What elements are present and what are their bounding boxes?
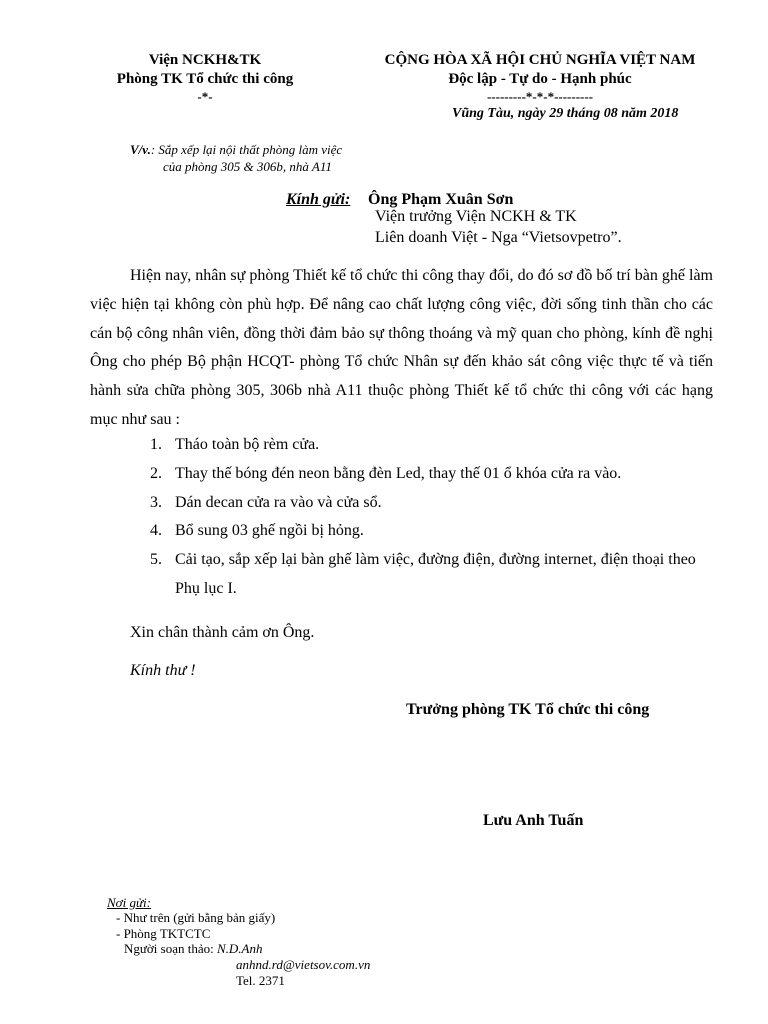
closing-line: Kính thư ! xyxy=(130,662,196,679)
recipient-title-2: Liên doanh Việt - Nga “Vietsovpetro”. xyxy=(375,229,622,246)
list-item-number: 3. xyxy=(150,493,162,511)
drafter-name: N.D.Anh xyxy=(217,941,263,956)
recipient-item-2: - Phòng TKTCTC xyxy=(116,926,211,941)
national-motto: Độc lập - Tự do - Hạnh phúc xyxy=(448,71,632,87)
list-item-text: Thay thế bóng đén neon bằng đèn Led, thay thế 01 ổ khóa cửa ra vào. xyxy=(175,464,622,482)
subject-line xyxy=(130,142,342,158)
drafter-line xyxy=(124,941,263,957)
subject-text-2: của phòng 305 & 306b, nhà A11 xyxy=(163,159,332,174)
item-list xyxy=(150,431,715,604)
list-item-number: 5. xyxy=(150,551,162,569)
list-item-text: Dán decan cửa ra vào và cửa sổ. xyxy=(175,493,382,511)
list-item-text: Tháo toàn bộ rèm cửa. xyxy=(175,436,320,453)
recipient-title-1: Viện trưởng Viện NCKH & TK xyxy=(375,208,577,225)
signer-name: Lưu Anh Tuấn xyxy=(483,812,584,829)
body-paragraph: Hiện nay, nhân sự phòng Thiết kế tổ chức thi công thay đổi, do đó sơ đồ bố trí bàn ghế làm việc hiện tại không còn phù hợp. Để nâng cao chất lượng công việc, đời sống tinh thần cho các cán bộ công nhân viên, đồng thời đảm bảo sự thông thoáng và mỹ quan cho phòng, kính đề nghị Ông cho phép Bộ phận HCQT- phòng Tổ chức Nhân sự đến khảo sát công việc thực tế và tiến hành sửa chữa phòng 305, 306b nhà A11 thuộc phòng Thiết kế tổ chức thi công với các hạng mục như sau : xyxy=(90,267,713,428)
list-item xyxy=(150,546,715,604)
drafter-label: Người soạn thảo: xyxy=(124,941,214,956)
signer-title: Trưởng phòng TK Tổ chức thi công xyxy=(406,701,650,718)
recipient-item-1: - Như trên (gửi bằng bản giấy) xyxy=(116,910,276,925)
drafter-email[interactable]: anhnd.rd@vietsov.com.vn xyxy=(236,957,371,972)
list-item xyxy=(150,517,715,546)
list-item-number: 4. xyxy=(150,522,162,540)
drafter-phone: Tel. 2371 xyxy=(236,973,285,988)
header-right-divider: ---------*-*-*--------- xyxy=(486,89,594,104)
subject-text-1: : Sắp xếp lại nội thất phòng làm việc xyxy=(150,142,343,157)
org-name: Viện NCKH&TK xyxy=(148,52,262,68)
list-item-text: Cải tạo, sắp xếp lại bàn ghế làm việc, đường điện, đường internet, điện thoại theo Phụ lục I. xyxy=(175,551,696,597)
recipient-label: Kính gửi: xyxy=(286,191,351,208)
list-item-number: 2. xyxy=(150,464,162,482)
list-item-text: Bổ sung 03 ghế ngồi bị hỏng. xyxy=(175,522,364,540)
document-date: Vũng Tàu, ngày 29 tháng 08 năm 2018 xyxy=(452,106,679,121)
list-item-number: 1. xyxy=(150,436,162,453)
list-item xyxy=(150,460,715,489)
subject-label: V/v. xyxy=(130,142,151,157)
header-left-divider: -*- xyxy=(197,89,213,104)
recipients-label: Nơi gửi: xyxy=(107,895,152,910)
list-item xyxy=(150,489,715,518)
thanks-line: Xin chân thành cảm ơn Ông. xyxy=(130,624,315,641)
national-title: CỘNG HÒA XÃ HỘI CHỦ NGHĨA VIỆT NAM xyxy=(384,52,696,68)
department-name: Phòng TK Tổ chức thi công xyxy=(116,71,294,87)
list-item xyxy=(150,431,715,460)
recipient-name: Ông Phạm Xuân Sơn xyxy=(368,191,514,208)
